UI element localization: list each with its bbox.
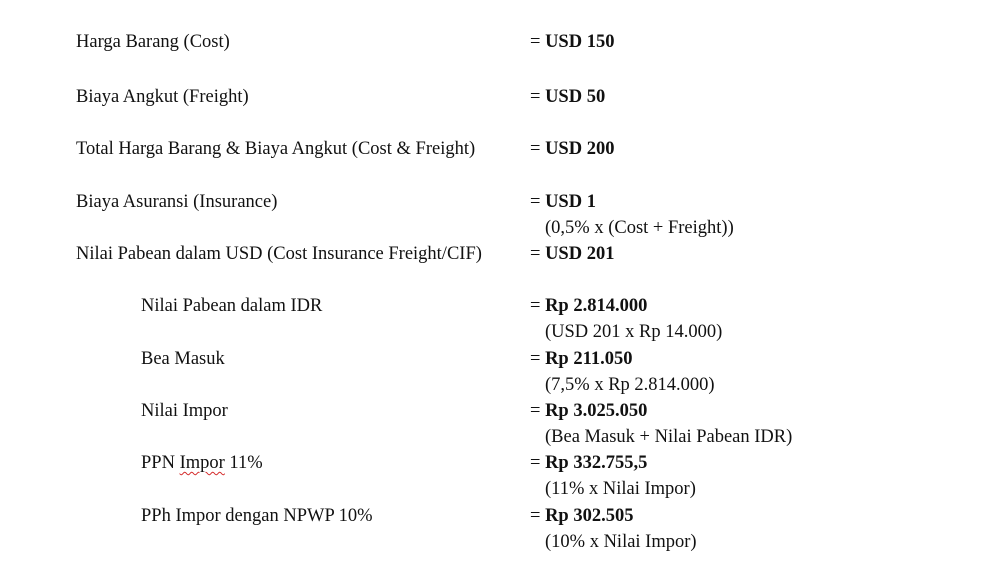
note-insurance: (0,5% x (Cost + Freight))	[545, 218, 734, 238]
spellcheck-flagged-word[interactable]: Impor	[179, 453, 225, 473]
value-insurance	[530, 190, 596, 214]
equals-sign: =	[530, 244, 541, 264]
label-insurance: Biaya Asuransi (Insurance)	[76, 192, 278, 212]
amount-bea-masuk: Rp 211.050	[545, 349, 633, 369]
label-ppn-impor	[141, 451, 263, 475]
label-ppn-suffix: 11%	[224, 453, 263, 473]
value-bea-masuk	[530, 347, 632, 371]
amount-pph-impor: Rp 302.505	[545, 506, 634, 526]
row-freight	[0, 85, 995, 137]
note-bea-masuk: (7,5% x Rp 2.814.000)	[545, 375, 715, 395]
value-cif-usd	[530, 242, 614, 266]
amount-freight: USD 50	[545, 87, 606, 107]
value-freight	[530, 85, 605, 109]
amount-cost-freight: USD 200	[545, 139, 615, 159]
value-ppn-impor	[530, 451, 647, 475]
label-freight: Biaya Angkut (Freight)	[76, 87, 249, 107]
note-nilai-impor: (Bea Masuk + Nilai Pabean IDR)	[545, 427, 793, 447]
label-bea-masuk: Bea Masuk	[141, 349, 225, 369]
row-cif-idr	[0, 294, 995, 346]
amount-insurance: USD 1	[545, 192, 596, 212]
equals-sign: =	[530, 32, 541, 52]
label-pph-impor: PPh Impor dengan NPWP 10%	[141, 506, 373, 526]
label-ppn-prefix: PPN	[141, 453, 180, 473]
label-nilai-impor: Nilai Impor	[141, 401, 228, 421]
value-cif-idr	[530, 294, 647, 318]
amount-cif-idr: Rp 2.814.000	[545, 296, 648, 316]
row-pph-impor	[0, 504, 995, 556]
equals-sign: =	[530, 349, 541, 369]
equals-sign: =	[530, 296, 541, 316]
value-nilai-impor	[530, 399, 647, 423]
amount-cif-usd: USD 201	[545, 244, 615, 264]
equals-sign: =	[530, 453, 541, 473]
row-ppn-impor	[0, 451, 995, 503]
label-cost: Harga Barang (Cost)	[76, 32, 230, 52]
value-cost-freight	[530, 137, 614, 161]
label-cif-usd: Nilai Pabean dalam USD (Cost Insurance Freight/CIF)	[76, 244, 482, 264]
amount-cost: USD 150	[545, 32, 615, 52]
value-cost	[530, 30, 614, 54]
note-ppn-impor: (11% x Nilai Impor)	[545, 479, 696, 499]
equals-sign: =	[530, 139, 541, 159]
amount-ppn-impor: Rp 332.755,5	[545, 453, 648, 473]
equals-sign: =	[530, 87, 541, 107]
equals-sign: =	[530, 192, 541, 212]
note-cif-idr: (USD 201 x Rp 14.000)	[545, 322, 723, 342]
equals-sign: =	[530, 401, 541, 421]
equals-sign: =	[530, 506, 541, 526]
amount-nilai-impor: Rp 3.025.050	[545, 401, 648, 421]
label-cif-idr: Nilai Pabean dalam IDR	[141, 296, 323, 316]
row-cost-freight	[0, 137, 995, 189]
row-nilai-impor	[0, 399, 995, 451]
row-cost	[0, 30, 995, 82]
row-bea-masuk	[0, 347, 995, 399]
row-insurance	[0, 190, 995, 242]
row-cif-usd	[0, 242, 995, 294]
value-pph-impor	[530, 504, 633, 528]
label-cost-freight: Total Harga Barang & Biaya Angkut (Cost & Freight)	[76, 139, 476, 159]
note-pph-impor: (10% x Nilai Impor)	[545, 532, 697, 552]
